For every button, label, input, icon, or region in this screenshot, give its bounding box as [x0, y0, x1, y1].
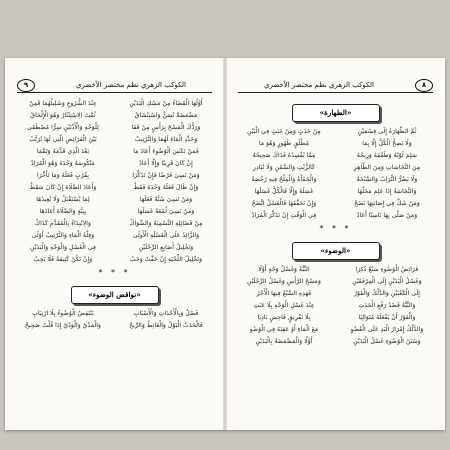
- verse-line: [17, 182, 212, 194]
- verse-second-hemistich: عِنْدَ الشُّرُوعِ وَشَلِيلُهُمَا قَمِنْ: [29, 100, 97, 107]
- verse-line: [238, 336, 433, 348]
- left-page-number: ٩: [17, 79, 35, 92]
- right-section-heading: [238, 104, 433, 122]
- verse-second-hemistich: بِقُرْبٍ فَعَلَهُ وَمَا تَأَخَّرَا: [36, 172, 90, 179]
- verse-first-hemistich: مِنْ فَضَائِلِهِ التَّسْمِيَةُ وَالسِّوَاكْ: [129, 220, 203, 227]
- verse-line: [17, 206, 212, 218]
- verse-first-hemistich: وَرَدُّكَ الْمَسْحَ بِرَأْسٍ مِنْ قَفَا: [131, 124, 201, 131]
- verse-first-hemistich: وَالزَّائِدُ عَلَى الْغَسْلَةِ الْأُولَى: [132, 232, 200, 239]
- verse-line: [238, 300, 433, 312]
- verse-second-hemistich: بِنِيَّةٍ وَالصَّلَاةَ أَعَادَهَا: [39, 208, 87, 215]
- verse-first-hemistich: وَلَا يَضُرُّ التُّرَابُ وَالسَّبْخَةُ: [356, 176, 418, 183]
- left-verses-top: [17, 98, 212, 266]
- verse-first-hemistich: وَتَخْلِيلُ أَصَابِعِ الرِّجْلَيْنِ: [138, 244, 194, 251]
- left-stars-separator: * * *: [98, 268, 131, 277]
- verse-line: [17, 170, 212, 182]
- verse-second-hemistich: عِنْدَ غَسْلِ الْوَجْهِ بِلَا عَبَثِ: [253, 302, 315, 309]
- verse-line: [238, 198, 433, 210]
- verse-first-hemistich: فَرَائِضُ الْوُضُوءِ سَبْعٌ ذُكِرَا: [355, 266, 419, 273]
- right-page-header: [238, 78, 433, 93]
- verse-line: [17, 134, 212, 146]
- verse-first-hemistich: مَضْمَضَةٌ تُسَنُّ وَاسْتِنْشَاقُ: [134, 112, 198, 119]
- left-verses-bottom: [17, 308, 212, 332]
- verse-second-hemistich: مَعَ الْمَاءِ أَوْ عَقِبَهُ فِي الْوُضُو: [249, 326, 319, 333]
- right-page: [226, 58, 445, 430]
- verse-line: [238, 150, 433, 162]
- verse-second-hemistich: مَنْكُوسَهُ وَحْدَهُ وَهُوَ الْمُرَادْ: [30, 160, 96, 167]
- verse-second-hemistich: وَإِنْ تَكُنْ كَثِيفَةً فَلَا يَجِبْ: [33, 256, 93, 263]
- verse-first-hemistich: وَسُنَنُ الْوُضُوءِ غَسْلُ الْيَدَيْنِ: [353, 338, 421, 345]
- verse-second-hemistich: مِمَّا يُفْسِدُهُ فَذَاكَ صَحِيحُهُ: [252, 152, 316, 159]
- right-running-title: الكوكب الزهري نظم مختصر الأخضري: [264, 81, 374, 89]
- verse-second-hemistich: وَالْمَذْيُ وَالْوَدْيُ إِذَا قُلْتُ صَحِيحْ: [25, 322, 101, 329]
- verse-first-hemistich: سَلِمَ لَوْنُهُ وَطَعْمُهُ وَرِيحُهُ: [356, 152, 418, 159]
- verse-line: [238, 264, 433, 276]
- verse-line: [17, 230, 212, 242]
- verse-first-hemistich: وَإِنْ طَالَ فَعَلَهُ وَحْدَهُ فَقَطْ: [133, 184, 199, 191]
- right-stars-separator: * * *: [319, 224, 352, 233]
- verse-line: [238, 210, 433, 222]
- verse-first-hemistich: وَغَسْلُ الْيَدَيْنِ إِلَى الْمِرْفَقَيْنِ: [352, 278, 422, 285]
- verse-second-hemistich: وَالِابْتِدَاءُ بِالْمُقَدَّمِ كَذَاكْ: [35, 220, 91, 227]
- verse-first-hemistich: إِلَى الْكَعْبَيْنِ وَالدَّلْكُ وَالْفَوْرُ: [354, 290, 420, 297]
- verse-first-hemistich: فَصْلٌ وَبِالْأَحْدَاثِ وَالْأَسْبَابِ: [133, 310, 199, 317]
- verse-first-hemistich: إِنْ كَانَ قَرِيبًا وَإِلَّا أَعَادْ: [139, 160, 193, 167]
- verse-second-hemistich: وَأَعَادَ الصَّلَاةَ إِنْ كَانَ سَقَطْ: [29, 184, 97, 191]
- verse-line: [17, 254, 212, 266]
- verse-line: [238, 162, 433, 174]
- verse-line: [17, 308, 212, 320]
- verse-line: [238, 174, 433, 186]
- verse-second-hemistich: وَالْحَمْأَةُ وَالْمِلْحُ فِيهِ رُخْصَةُ: [251, 176, 317, 183]
- section-title-tahara: «الطهارة»: [292, 104, 380, 122]
- verse-line: [238, 276, 433, 288]
- verse-first-hemistich: فَالْحَدَثُ الْبَوْلُ وَالْغَائِطُ وَالرِّيحْ: [129, 322, 203, 329]
- verse-first-hemistich: فَمَنْ نَكَسَ الْوُضُوءَ أَعَادَ مَا: [133, 148, 199, 155]
- left-running-title: الكوكب الزهري نظم مختصر الأخضري: [76, 81, 186, 89]
- verse-second-hemistich: لِلْوَجْهِ وَالْأُذْنَيْنِ سِرًّا مُصْطَفَى: [27, 124, 99, 131]
- verse-second-hemistich: مُطْلَقٍ طَهُورٍ وَهُوَ مَا: [258, 140, 310, 147]
- right-section-heading-2: [238, 242, 433, 260]
- verse-line: [17, 242, 212, 254]
- verse-second-hemistich: كَالزَّيْتِ وَالسَّمْنِ وَلَا تُبَادِرِ: [253, 164, 315, 171]
- verse-line: [17, 122, 212, 134]
- verse-line: [238, 324, 433, 336]
- verse-second-hemistich: وَقِلَّةُ الْمَاءِ وَالتَّرْتِيبُ أَوْلَى: [31, 232, 95, 239]
- verse-second-hemistich: فِي الْغَسْلِ وَالْوَجْهِ وَالْيَدَيْنِ: [30, 244, 96, 251]
- verse-line: [17, 194, 212, 206]
- verse-first-hemistich: وَالدَّلْكُ إِمْرَارُ الْيَدِ عَلَى الْعُضْوِ: [350, 326, 424, 333]
- verse-second-hemistich: بَيْنَ الْفَرَائِضِ الَّتِي لَهَا تُرَتَّبْ: [29, 136, 97, 143]
- verse-first-hemistich: وَتَخْلِيلُ اللِّحْيَةِ إِنْ خَفَّتْ وَجَبْ: [129, 256, 203, 263]
- verse-first-hemistich: وَمَنْ نَسِيَ فَرْضًا فَإِنْ تَذَكَّرَا: [132, 172, 200, 179]
- verse-line: [238, 138, 433, 150]
- verse-line: [238, 186, 433, 198]
- verse-first-hemistich: وَمَنْ صَلَّى بِهَا نَاسِيًا أَعَادْ: [356, 212, 418, 219]
- left-section-heading: [17, 286, 212, 304]
- section-title-nawaqid: «نواقض الوضوء»: [71, 286, 159, 304]
- verse-line: [17, 98, 212, 110]
- verse-first-hemistich: ثُمَّ الطَّهَارَةُ إِلَى قِسْمَيْنِ: [357, 128, 417, 135]
- book-spread: [5, 58, 445, 430]
- verse-second-hemistich: فِي الْوَقْتِ إِنْ تَذَكَّرَ الْمُرَادْ: [251, 212, 317, 219]
- right-page-body: [238, 98, 433, 348]
- verse-line: [17, 158, 212, 170]
- verse-second-hemistich: وَإِنْ تَحَقَّقَهَا فَالْغَسْلُ اتَّضَحْ: [251, 200, 317, 207]
- verse-first-hemistich: وَمَنْ شَكَّ فِي إِصَابَتِهَا نَضَحْ: [354, 200, 420, 207]
- left-page: [5, 58, 224, 430]
- verse-second-hemistich: بَعْدَ الَّذِي قَدَّمَهُ وَتَمَّمَا: [36, 148, 90, 155]
- verse-second-hemistich: أَوَّلًا وَالْمَضْمَضَةُ بِالْيَدَيْنِ: [255, 338, 313, 345]
- verse-second-hemistich: مِنْ حَدَثٍ وَمِنْ خَبَثٍ فِي الْبَيْنِ: [247, 128, 321, 135]
- verse-first-hemistich: وَجَدِّدِ الْمَاءَ لَهُمَا وَالتَّرْتِيبْ: [134, 136, 198, 143]
- verse-second-hemistich: النِّيَّةُ وَغَسْلُ وَجْهٍ أَوَّلَا: [258, 266, 310, 273]
- verse-first-hemistich: وَمَنْ نَسِيَ لُمْعَةً غَسَلَهَا: [137, 208, 195, 215]
- right-page-number: ٨: [415, 79, 433, 92]
- right-verses-top: [238, 126, 433, 222]
- verse-first-hemistich: وَمَنْ نَسِيَ سُنَّةً فَعَلَهَا: [139, 196, 193, 203]
- verse-first-hemistich: وَالْفَوْرُ أَنْ يَفْعَلَهُ مُتَوَالِيَا: [358, 314, 416, 321]
- verse-second-hemistich: بِلَا تَفْرِيقٍ فَاحِشٍ بَادِيَا: [257, 314, 311, 321]
- verse-first-hemistich: وَالنَّجَاسَةُ إِذَا عَلِمَ مَحَلَّهَا: [357, 188, 417, 195]
- verse-line: [17, 320, 212, 332]
- verse-line: [238, 312, 433, 324]
- left-page-body: [17, 98, 212, 332]
- verse-second-hemistich: فَهَذِهِ السَّبْعُ فِيهَا الْأَجْرُ: [256, 290, 312, 297]
- verse-line: [17, 146, 212, 158]
- left-page-header: [17, 78, 212, 93]
- verse-second-hemistich: وَمَسْحُ الرَّأْسِ وَغَسْلُ الرِّجْلَيْنِ: [247, 278, 321, 285]
- verse-second-hemistich: يَنْتَقِضُ الْوُضُوءُ بِلَا ارْتِيَابِ: [32, 310, 94, 317]
- verse-first-hemistich: أَوَّلُهَا الْقَضَاءُ مِنْ مَسْكِ الْيَدَيْنِ: [129, 100, 203, 107]
- verse-second-hemistich: لِمَا يُسْتَقْبَلُ وَلَا يُعِيدُهَا: [36, 196, 90, 203]
- right-verses-bottom: [238, 264, 433, 348]
- verse-second-hemistich: غَسَلَهُ وَإِلَّا فَالْكُلُّ غَسَلَهَا: [254, 188, 314, 195]
- verse-first-hemistich: مِنَ النَّجَاسَاتِ وَمِنَ الطَّاهِرِ: [353, 164, 421, 171]
- section-title-wudu: «الوضوء»: [292, 242, 380, 260]
- verse-line: [17, 218, 212, 230]
- verse-line: [17, 110, 212, 122]
- verse-first-hemistich: وَالنِّيَّةُ قَصْدُ رَفْعِ الْحَدَثِ: [358, 302, 416, 309]
- verse-line: [238, 126, 433, 138]
- verse-line: [238, 288, 433, 300]
- verse-second-hemistich: ثُمَّتَ الِاسْتِنْثَارُ وَهُوَ الْإِلْحَاقُ: [30, 112, 96, 119]
- verse-first-hemistich: وَلَا يَصِحُّ الْكُلُّ إِلَّا بِمَا: [362, 140, 412, 147]
